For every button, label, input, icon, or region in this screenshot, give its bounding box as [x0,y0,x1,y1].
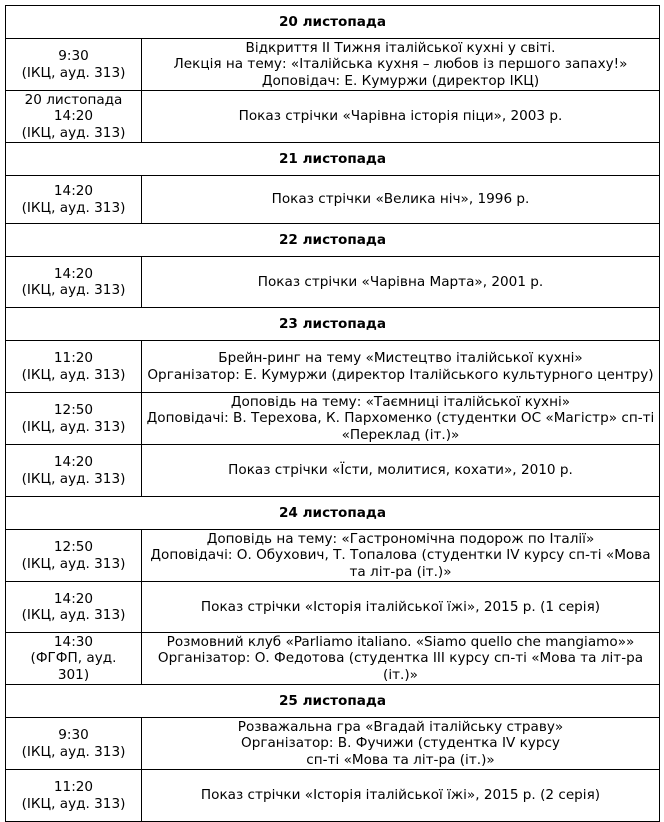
event-description-line: Показ стрічки «Велика ніч», 1996 р. [271,191,530,208]
event-time-line: 301) [57,666,90,683]
day-header: 25 листопада [6,685,660,718]
event-time-line: 14:20 [53,108,94,125]
day-header: 23 листопада [6,308,660,341]
event-time-cell [6,39,142,91]
event-time-line: (ІКЦ, ауд. 313) [21,418,126,435]
event-row [6,770,660,822]
event-row [6,633,660,685]
event-time-cell [6,582,142,633]
event-time-line: 14:20 [53,183,94,199]
event-description-line: Показ стрічки «Їсти, молитися, кохати», 2010 р. [228,462,573,479]
event-row [6,445,660,497]
event-row [6,530,660,582]
event-row [6,91,660,143]
day-header-row [6,143,660,176]
day-header-row [6,685,660,718]
day-header: 21 листопада [6,143,660,176]
event-description-line: Організатор: В. Фучижи (студентка IV курсу [241,735,560,752]
event-time-line: (ІКЦ, ауд. 313) [21,555,126,572]
event-description-line: Розмовний клуб «Parliamo italiano. «Siamo quello che mangiamo»» [166,633,635,650]
schedule-body [6,6,660,822]
event-time-line: (ІКЦ, ауд. 313) [21,470,126,487]
event-row [6,582,660,633]
event-description-line: Доповідач: Е. Кумуржи (директор ІКЦ) [261,72,540,89]
event-time-line: 12:50 [53,402,94,418]
event-time-line: (ІКЦ, ауд. 313) [21,199,126,216]
event-description-cell [142,393,660,445]
event-description-cell [142,770,660,822]
event-time-line: 14:20 [53,590,94,607]
event-time-line: (ІКЦ, ауд. 313) [21,64,126,81]
day-header-row [6,224,660,257]
event-time-line: (ФГФП, ауд. [30,650,117,667]
event-description-line: Доповідачі: В. Терехова, К. Пархоменко (студентки ОС «Магістр» сп-ті «Переклад (іт.)» [146,410,655,443]
event-time-cell [6,257,142,308]
event-time-cell [6,633,142,685]
day-header-row [6,497,660,530]
event-row [6,718,660,770]
event-description-line: Показ стрічки «Історія італійської їжі», 2015 р. (2 серія) [200,787,601,804]
event-description-cell [142,91,660,143]
event-time-line: (ІКЦ, ауд. 313) [21,366,126,383]
event-time-line: 14:20 [53,265,94,282]
event-time-line: 11:20 [53,350,94,366]
event-time-line: (ІКЦ, ауд. 313) [21,795,126,812]
event-description-cell [142,718,660,770]
event-description-cell [142,633,660,685]
day-header: 24 листопада [6,497,660,530]
day-header-row [6,308,660,341]
event-description-line: Організатор: О. Федотова (студентка ІІІ курсу сп-ті «Мова та літ-ра (іт.)» [157,650,644,683]
event-time-line: 9:30 [58,48,89,64]
event-description-cell [142,445,660,497]
event-description-line: Доповідь на тему: «Гастрономічна подорож по Італії» [206,530,595,547]
schedule-table [5,5,660,822]
event-description-line: Брейн-ринг на тему «Мистецтво італійської кухні» [218,350,583,366]
event-time-cell [6,91,142,143]
event-description-cell [142,176,660,224]
event-description-cell [142,39,660,91]
event-time-cell [6,718,142,770]
event-time-cell [6,530,142,582]
event-time-cell [6,445,142,497]
event-row [6,257,660,308]
event-time-line: (ІКЦ, ауд. 313) [21,607,126,623]
event-time-line: (ІКЦ, ауд. 313) [21,124,126,141]
event-time-line: 9:30 [58,727,89,743]
event-time-line: 20 листопада [24,91,123,108]
event-description-line: сп-ті «Мова та літ-ра (іт.)» [306,751,495,768]
event-description-line: Доповідачі: О. Обухович, Т. Топалова (студентки IV курсу сп-ті «Мова та літ-ра (іт.)» [150,547,651,580]
event-description-cell [142,257,660,308]
event-row [6,341,660,393]
event-time-line: 11:20 [53,779,94,795]
day-header: 20 листопада [6,6,660,39]
event-time-line: 14:30 [53,633,94,650]
day-header-row [6,6,660,39]
event-description-line: Розважальна гра «Вгадай італійську страву» [237,718,564,735]
event-time-cell [6,393,142,445]
event-time-cell [6,341,142,393]
event-time-line: 14:20 [53,454,94,470]
event-description-line: Показ стрічки «Чарівна історія піци», 2003 р. [238,108,563,125]
event-description-line: Показ стрічки «Чарівна Марта», 2001 р. [257,273,544,290]
event-time-cell [6,770,142,822]
event-time-cell [6,176,142,224]
event-time-line: 12:50 [53,539,94,555]
event-description-line: Доповідь на тему: «Таємниці італійської кухні» [230,393,571,410]
event-description-cell [142,582,660,633]
event-description-line: Показ стрічки «Історія італійської їжі», 2015 р. (1 серія) [200,598,601,615]
day-header: 22 листопада [6,224,660,257]
event-description-cell [142,530,660,582]
event-time-line: (ІКЦ, ауд. 313) [21,743,126,760]
event-description-line: Лекція на тему: «Італійська кухня – любов із першого запаху!» [173,56,628,73]
event-description-line: Відкриття ІІ Тижня італійської кухні у світі. [245,39,556,56]
event-row [6,39,660,91]
event-time-line: (ІКЦ, ауд. 313) [21,282,126,298]
event-description-line: Організатор: Е. Кумуржи (директор Італійського культурного центру) [147,366,654,383]
event-row [6,176,660,224]
event-description-cell [142,341,660,393]
event-row [6,393,660,445]
